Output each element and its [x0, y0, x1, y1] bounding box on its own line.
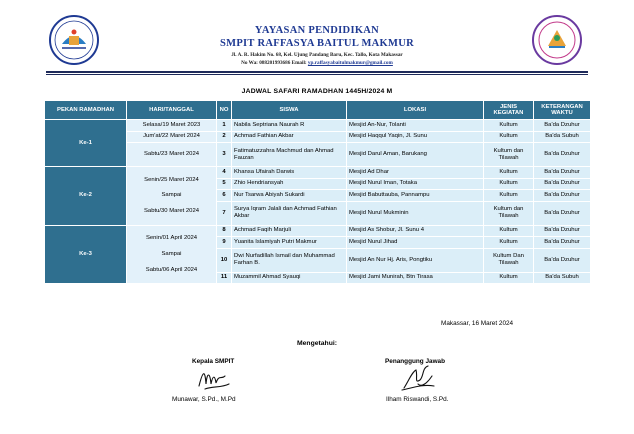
location-cell: Mesjid Darul Aman, Barukang: [347, 143, 484, 167]
student-cell: Fatimatuzzahra Machmud dan Ahmad Fauzan: [232, 143, 347, 167]
responsible-name: Ilham Riswandi, S.Pd.: [386, 396, 449, 403]
signature-icon: [195, 364, 235, 394]
student-cell: Muzammil Ahmad Syauqi: [232, 272, 347, 284]
location-cell: Mesjid Nurul Mukminin: [347, 201, 484, 225]
table-row: [45, 120, 591, 132]
responsible-role: Penanggung Jawab: [385, 358, 446, 365]
contact-prefix: No Wa: 088201993686 Email:: [241, 60, 307, 66]
date-range-sep: Sampai: [161, 192, 182, 199]
time-cell: Ba'da Dzuhur: [534, 167, 591, 179]
student-cell: Zhio Hendriansyah: [232, 178, 347, 190]
location-cell: Mesjid An Nur Hj. Aris, Pongtiku: [347, 248, 484, 272]
time-cell: Ba'da Dzuhur: [534, 120, 591, 132]
activity-cell: Kultum Dan Tilawah: [484, 248, 534, 272]
header-keterangan: KETERANGAN WAKTU: [534, 101, 591, 120]
number-cell: 7: [217, 201, 232, 225]
date-range-cell: [127, 167, 217, 226]
location-cell: Mesjid As Shobur, Jl. Sunu 4: [347, 225, 484, 237]
header-no: NO: [217, 101, 232, 120]
letterhead: [0, 0, 634, 78]
date-cell: Jum'at/22 Maret 2024: [127, 131, 217, 143]
student-cell: Achmad Faqih Marjuli: [232, 225, 347, 237]
activity-cell: Kultum: [484, 190, 534, 202]
location-cell: Mesjid Jami Munirah, Btn Tirasa: [347, 272, 484, 284]
header-lokasi: LOKASI: [347, 101, 484, 120]
time-cell: Ba'da Subuh: [534, 131, 591, 143]
location-cell: Mesjid Nurul Jihad: [347, 237, 484, 249]
time-cell: Ba'da Dzuhur: [534, 248, 591, 272]
date-range-end: Sabtu/30 Maret 2024: [143, 208, 200, 215]
date-cell: Sabtu/23 Maret 2024: [127, 143, 217, 167]
signature-icon: [398, 362, 438, 394]
header-pekan: PEKAN RAMADHAN: [45, 101, 127, 120]
table-row: [45, 143, 591, 167]
table-row: [45, 167, 591, 179]
location-cell: Mesjid Nurul Iman, Totaka: [347, 178, 484, 190]
number-cell: 10: [217, 248, 232, 272]
date-range-cell: [127, 225, 217, 284]
time-cell: Ba'da Dzuhur: [534, 143, 591, 167]
time-cell: Ba'da Dzuhur: [534, 237, 591, 249]
number-cell: 2: [217, 131, 232, 143]
letterhead-rule: [46, 71, 588, 73]
student-cell: Nur Tsarwa Abiyah Sukardi: [232, 190, 347, 202]
organization-name: YAYASAN PENDIDIKAN: [254, 25, 380, 36]
date-range-start: Senin/01 April 2024: [145, 235, 198, 242]
number-cell: 1: [217, 120, 232, 132]
activity-cell: Kultum: [484, 272, 534, 284]
header-tanggal: HARI/TANGGAL: [127, 101, 217, 120]
school-logo-icon: [48, 14, 100, 66]
header-kegiatan: JENIS KEGIATAN: [484, 101, 534, 120]
week-cell: Ke-1: [45, 120, 127, 167]
date-cell: Selasa/19 Maret 2023: [127, 120, 217, 132]
school-name: SMPIT RAFFASYA BAITUL MAKMUR: [219, 38, 415, 49]
student-cell: Achmad Fathian Akbar: [232, 131, 347, 143]
letterhead-rule-thin: [46, 74, 588, 75]
activity-cell: Kultum dan Tilawah: [484, 201, 534, 225]
location-cell: Mesjid An-Nur, Tolanti: [347, 120, 484, 132]
number-cell: 5: [217, 178, 232, 190]
document-title: JADWAL SAFARI RAMADHAN 1445H/2024 M: [241, 88, 393, 95]
activity-cell: Kultum: [484, 237, 534, 249]
student-cell: Yuanita Islamiyah Putri Makmur: [232, 237, 347, 249]
contact-email: yp.raffasyabaitulmakmur@gmail.com: [307, 60, 393, 66]
activity-cell: Kultum: [484, 225, 534, 237]
place-date: Makassar, 16 Maret 2024: [441, 320, 514, 327]
date-range-start: Senin/25 Maret 2024: [144, 176, 199, 183]
number-cell: 8: [217, 225, 232, 237]
number-cell: 9: [217, 237, 232, 249]
week-cell: Ke-2: [45, 167, 127, 226]
date-range-sep: Sampai: [161, 250, 182, 257]
location-cell: Mesjid Haqqul Yaqin, Jl. Sunu: [347, 131, 484, 143]
student-cell: Surya Iqram Jalali dan Achmad Fathian Akbar: [232, 201, 347, 225]
number-cell: 6: [217, 190, 232, 202]
location-cell: Mesjid Babuttauba, Pannampu: [347, 190, 484, 202]
principal-role: Kepala SMPIT: [192, 358, 235, 365]
activity-cell: Kultum: [484, 131, 534, 143]
schedule-table: [44, 100, 591, 284]
school-contact: [150, 60, 484, 66]
header-siswa: SISWA: [232, 101, 347, 120]
time-cell: Ba'da Dzuhur: [534, 201, 591, 225]
number-cell: 3: [217, 143, 232, 167]
student-cell: Nabila Septriana Naurah R: [232, 120, 347, 132]
location-cell: Mesjid Ad Dhar: [347, 167, 484, 179]
activity-cell: Kultum dan Tilawah: [484, 143, 534, 167]
time-cell: Ba'da Subuh: [534, 272, 591, 284]
table-row: [45, 131, 591, 143]
time-cell: Ba'da Dzuhur: [534, 190, 591, 202]
activity-cell: Kultum: [484, 167, 534, 179]
number-cell: 4: [217, 167, 232, 179]
time-cell: Ba'da Dzuhur: [534, 225, 591, 237]
school-address: Jl. A. R. Hakim No. 68, Kel. Ujung Pandang Baru, Kec. Tallo, Kota Makassar: [231, 52, 403, 58]
principal-name: Munawar, S.Pd., M.Pd: [172, 396, 236, 403]
student-cell: Dwi Nurfadillah Ismail dan Muhammad Farhan B.: [232, 248, 347, 272]
acknowledged-label: Mengetahui:: [296, 340, 338, 347]
week-cell: Ke-3: [45, 225, 127, 284]
school-seal-icon: [531, 14, 583, 66]
date-range-end: Sabtu/06 April 2024: [145, 266, 198, 273]
time-cell: Ba'da Dzuhur: [534, 178, 591, 190]
student-cell: Khansa Ufairah Darwis: [232, 167, 347, 179]
number-cell: 11: [217, 272, 232, 284]
activity-cell: Kultum: [484, 120, 534, 132]
activity-cell: Kultum: [484, 178, 534, 190]
table-row: [45, 225, 591, 237]
table-header-row: [45, 101, 591, 120]
